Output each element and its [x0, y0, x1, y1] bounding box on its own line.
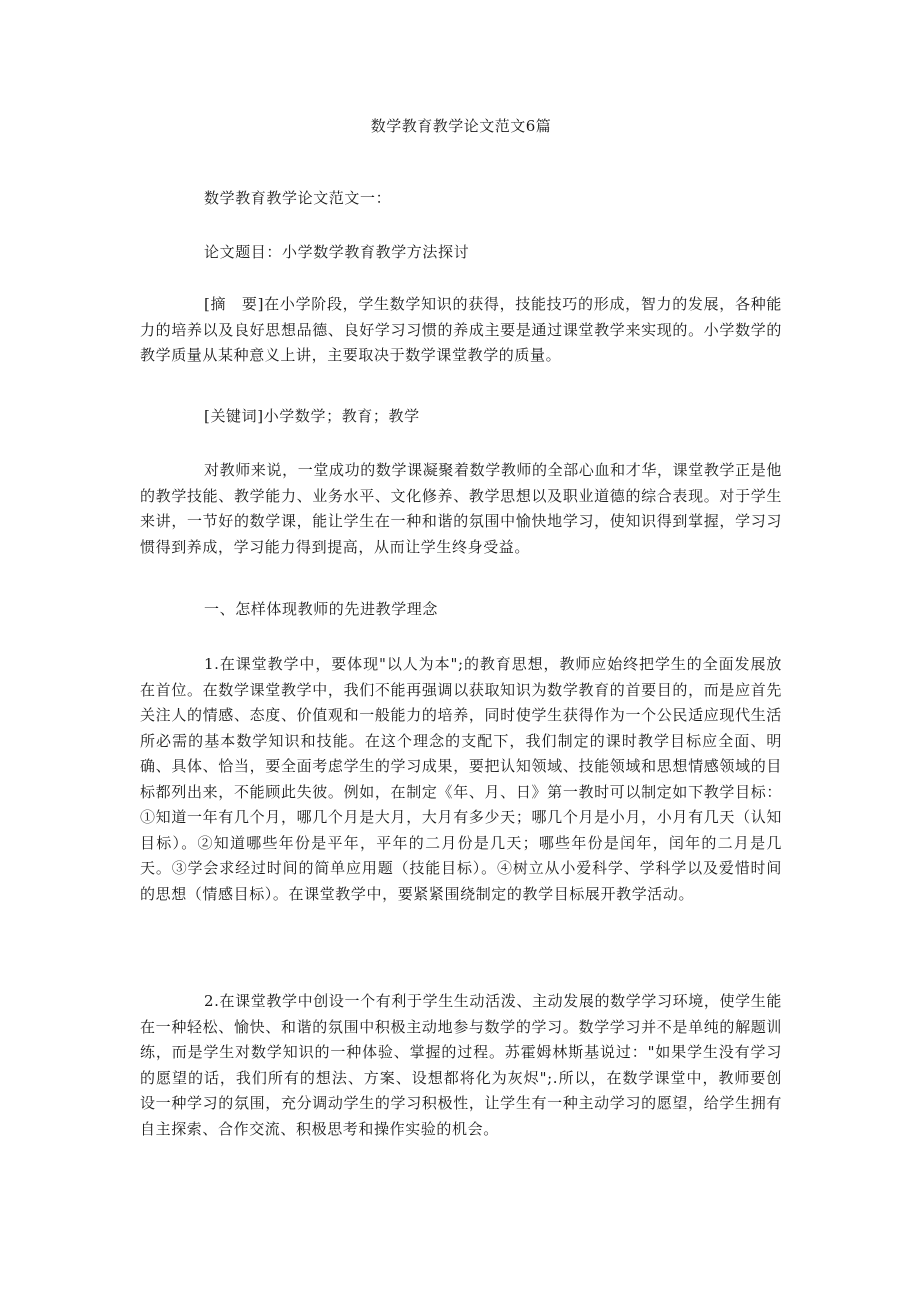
body-paragraph-1: 1.在课堂教学中，要体现"以人为本";的教育思想，教师应始终把学生的全面发展放在首位。在数学课堂教学中，我们不能再强调以获取知识为数学教育的首要目的，而是应首先关注人的情感、态度、价值观和一般能力的培养，同时使学生获得作为一个公民适应现代生活所必需的基本数学知识和技能。在这个理念的支配下，我们制定的课时教学目标应全面、明确、具体、恰当，要全面考虑学生的学习成果，要把认知领域、技能领域和思想情感领域的目标都列出来，不能顾此失彼。例如，在制定《年、月、日》第一教时可以制定如下教学目标：①知道一年有几个月，哪几个月是大月，大月有多少天；哪几个月是小月，小月有几天（认知目标）。②知道哪些年份是平年，平年的二月份是几天；哪些年份是闰年，闰年的二月是几天。③学会求经过时间的简单应用题（技能目标）。④树立从小爱科学、学科学以及爱惜时间的思想（情感目标）。在课堂教学中，要紧紧围绕制定的教学目标展开教学活动。 [140, 655, 782, 903]
body-paragraph-2: 2.在课堂教学中创设一个有利于学生生动活泼、主动发展的数学学习环境，使学生能在一种轻松、愉快、和谐的氛围中积极主动地参与数学的学习。数学学习并不是单纯的解题训练，而是学生对数学知识的一种体验、掌握的过程。苏霍姆林斯基说过："如果学生没有学习的愿望的话，我们所有的想法、方案、设想都将化为灰烬";.所以，在数学课堂中，教师要创设一种学习的氛围，充分调动学生的学习积极性，让学生有一种主动学习的愿望，给学生拥有自主探索、合作交流、积极思考和操作实验的机会。 [140, 992, 782, 1138]
abstract-paragraph: [摘 要]在小学阶段，学生数学知识的获得，技能技巧的形成，智力的发展，各种能力的培养以及良好思想品德、良好学习习惯的养成主要是通过课堂教学来实现的。小学数学的教学质量从某种意义上讲，主要取决于数学课堂教学的质量。 [140, 295, 782, 364]
section-heading: 一、怎样体现教师的先进教学理念 [204, 600, 439, 618]
intro-paragraph: 对教师来说，一堂成功的数学课凝聚着数学教师的全部心血和才华，课堂教学正是他的教学技能、教学能力、业务水平、文化修养、教学思想以及职业道德的综合表现。对于学生来讲，一节好的数学课，能让学生在一种和谐的氛围中愉快地学习，使知识得到掌握，学习习惯得到养成，学习能力得到提高，从而让学生终身受益。 [140, 461, 782, 556]
document-title: 数学教育教学论文范文6篇 [370, 117, 552, 135]
keywords-line: [关键词]小学数学；教育；教学 [204, 407, 420, 425]
paper-title: 论文题目：小学数学教育教学方法探讨 [204, 243, 470, 261]
article-label: 数学教育教学论文范文一： [204, 189, 392, 207]
